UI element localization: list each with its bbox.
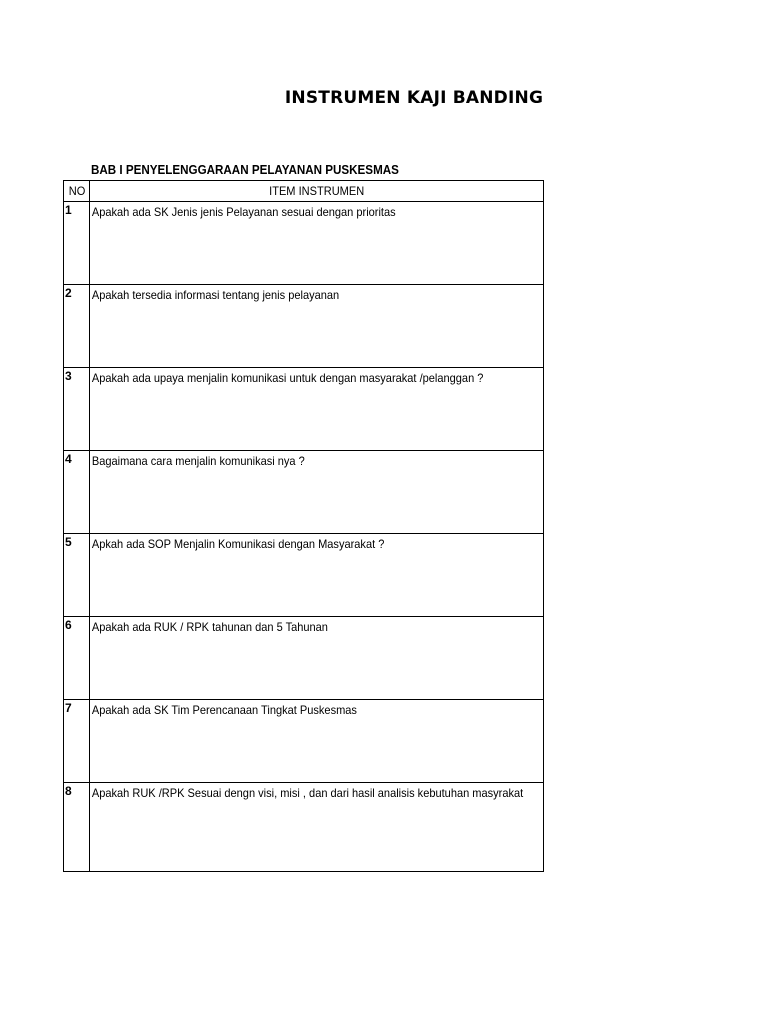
row-number: 8 bbox=[65, 784, 72, 798]
row-number-cell bbox=[64, 202, 90, 285]
row-item-text: Apakah RUK /RPK Sesuai dengn visi, misi , dan dari hasil analisis kebutuhan masyrakat bbox=[91, 786, 524, 800]
row-item-text: Apkah ada SOP Menjalin Komunikasi dengan Masyarakat ? bbox=[91, 537, 385, 551]
table-row bbox=[64, 700, 544, 783]
row-item-cell bbox=[90, 285, 544, 368]
row-item-cell bbox=[90, 617, 544, 700]
row-number: 7 bbox=[65, 701, 72, 715]
table-row bbox=[64, 285, 544, 368]
row-item-cell bbox=[90, 534, 544, 617]
row-number-cell bbox=[64, 783, 90, 872]
row-number-cell bbox=[64, 700, 90, 783]
table-row bbox=[64, 534, 544, 617]
table-row bbox=[64, 368, 544, 451]
row-number: 3 bbox=[65, 369, 72, 383]
row-item-cell bbox=[90, 368, 544, 451]
table-row bbox=[64, 451, 544, 534]
table-header-row bbox=[64, 181, 544, 202]
row-item-text: Apakah ada upaya menjalin komunikasi untuk dengan masyarakat /pelanggan ? bbox=[91, 371, 484, 385]
table-row bbox=[64, 783, 544, 872]
row-number-cell bbox=[64, 285, 90, 368]
row-item-text: Apakah tersedia informasi tentang jenis pelayanan bbox=[91, 288, 340, 302]
section-title: BAB I PENYELENGGARAAN PELAYANAN PUSKESMAS bbox=[91, 163, 399, 177]
row-number: 2 bbox=[65, 286, 72, 300]
row-item-cell bbox=[90, 451, 544, 534]
row-item-cell bbox=[90, 783, 544, 872]
row-number: 4 bbox=[65, 452, 72, 466]
row-number-cell bbox=[64, 451, 90, 534]
table-row bbox=[64, 617, 544, 700]
document-title: INSTRUMEN KAJI BANDING bbox=[284, 88, 544, 108]
instrument-table bbox=[63, 180, 544, 872]
row-number-cell bbox=[64, 534, 90, 617]
row-item-cell bbox=[90, 700, 544, 783]
row-number-cell bbox=[64, 368, 90, 451]
row-number: 6 bbox=[65, 618, 72, 632]
row-number-cell bbox=[64, 617, 90, 700]
header-item-instrumen: ITEM INSTRUMEN bbox=[90, 181, 544, 202]
row-number: 1 bbox=[65, 203, 72, 217]
header-no: NO bbox=[64, 181, 90, 202]
row-item-text: Apakah ada SK Jenis jenis Pelayanan sesuai dengan prioritas bbox=[91, 205, 396, 219]
row-item-text: Apakah ada SK Tim Perencanaan Tingkat Puskesmas bbox=[91, 703, 357, 717]
row-item-cell bbox=[90, 202, 544, 285]
row-item-text: Bagaimana cara menjalin komunikasi nya ? bbox=[91, 454, 305, 468]
table-row bbox=[64, 202, 544, 285]
row-item-text: Apakah ada RUK / RPK tahunan dan 5 Tahunan bbox=[91, 620, 328, 634]
row-number: 5 bbox=[65, 535, 72, 549]
